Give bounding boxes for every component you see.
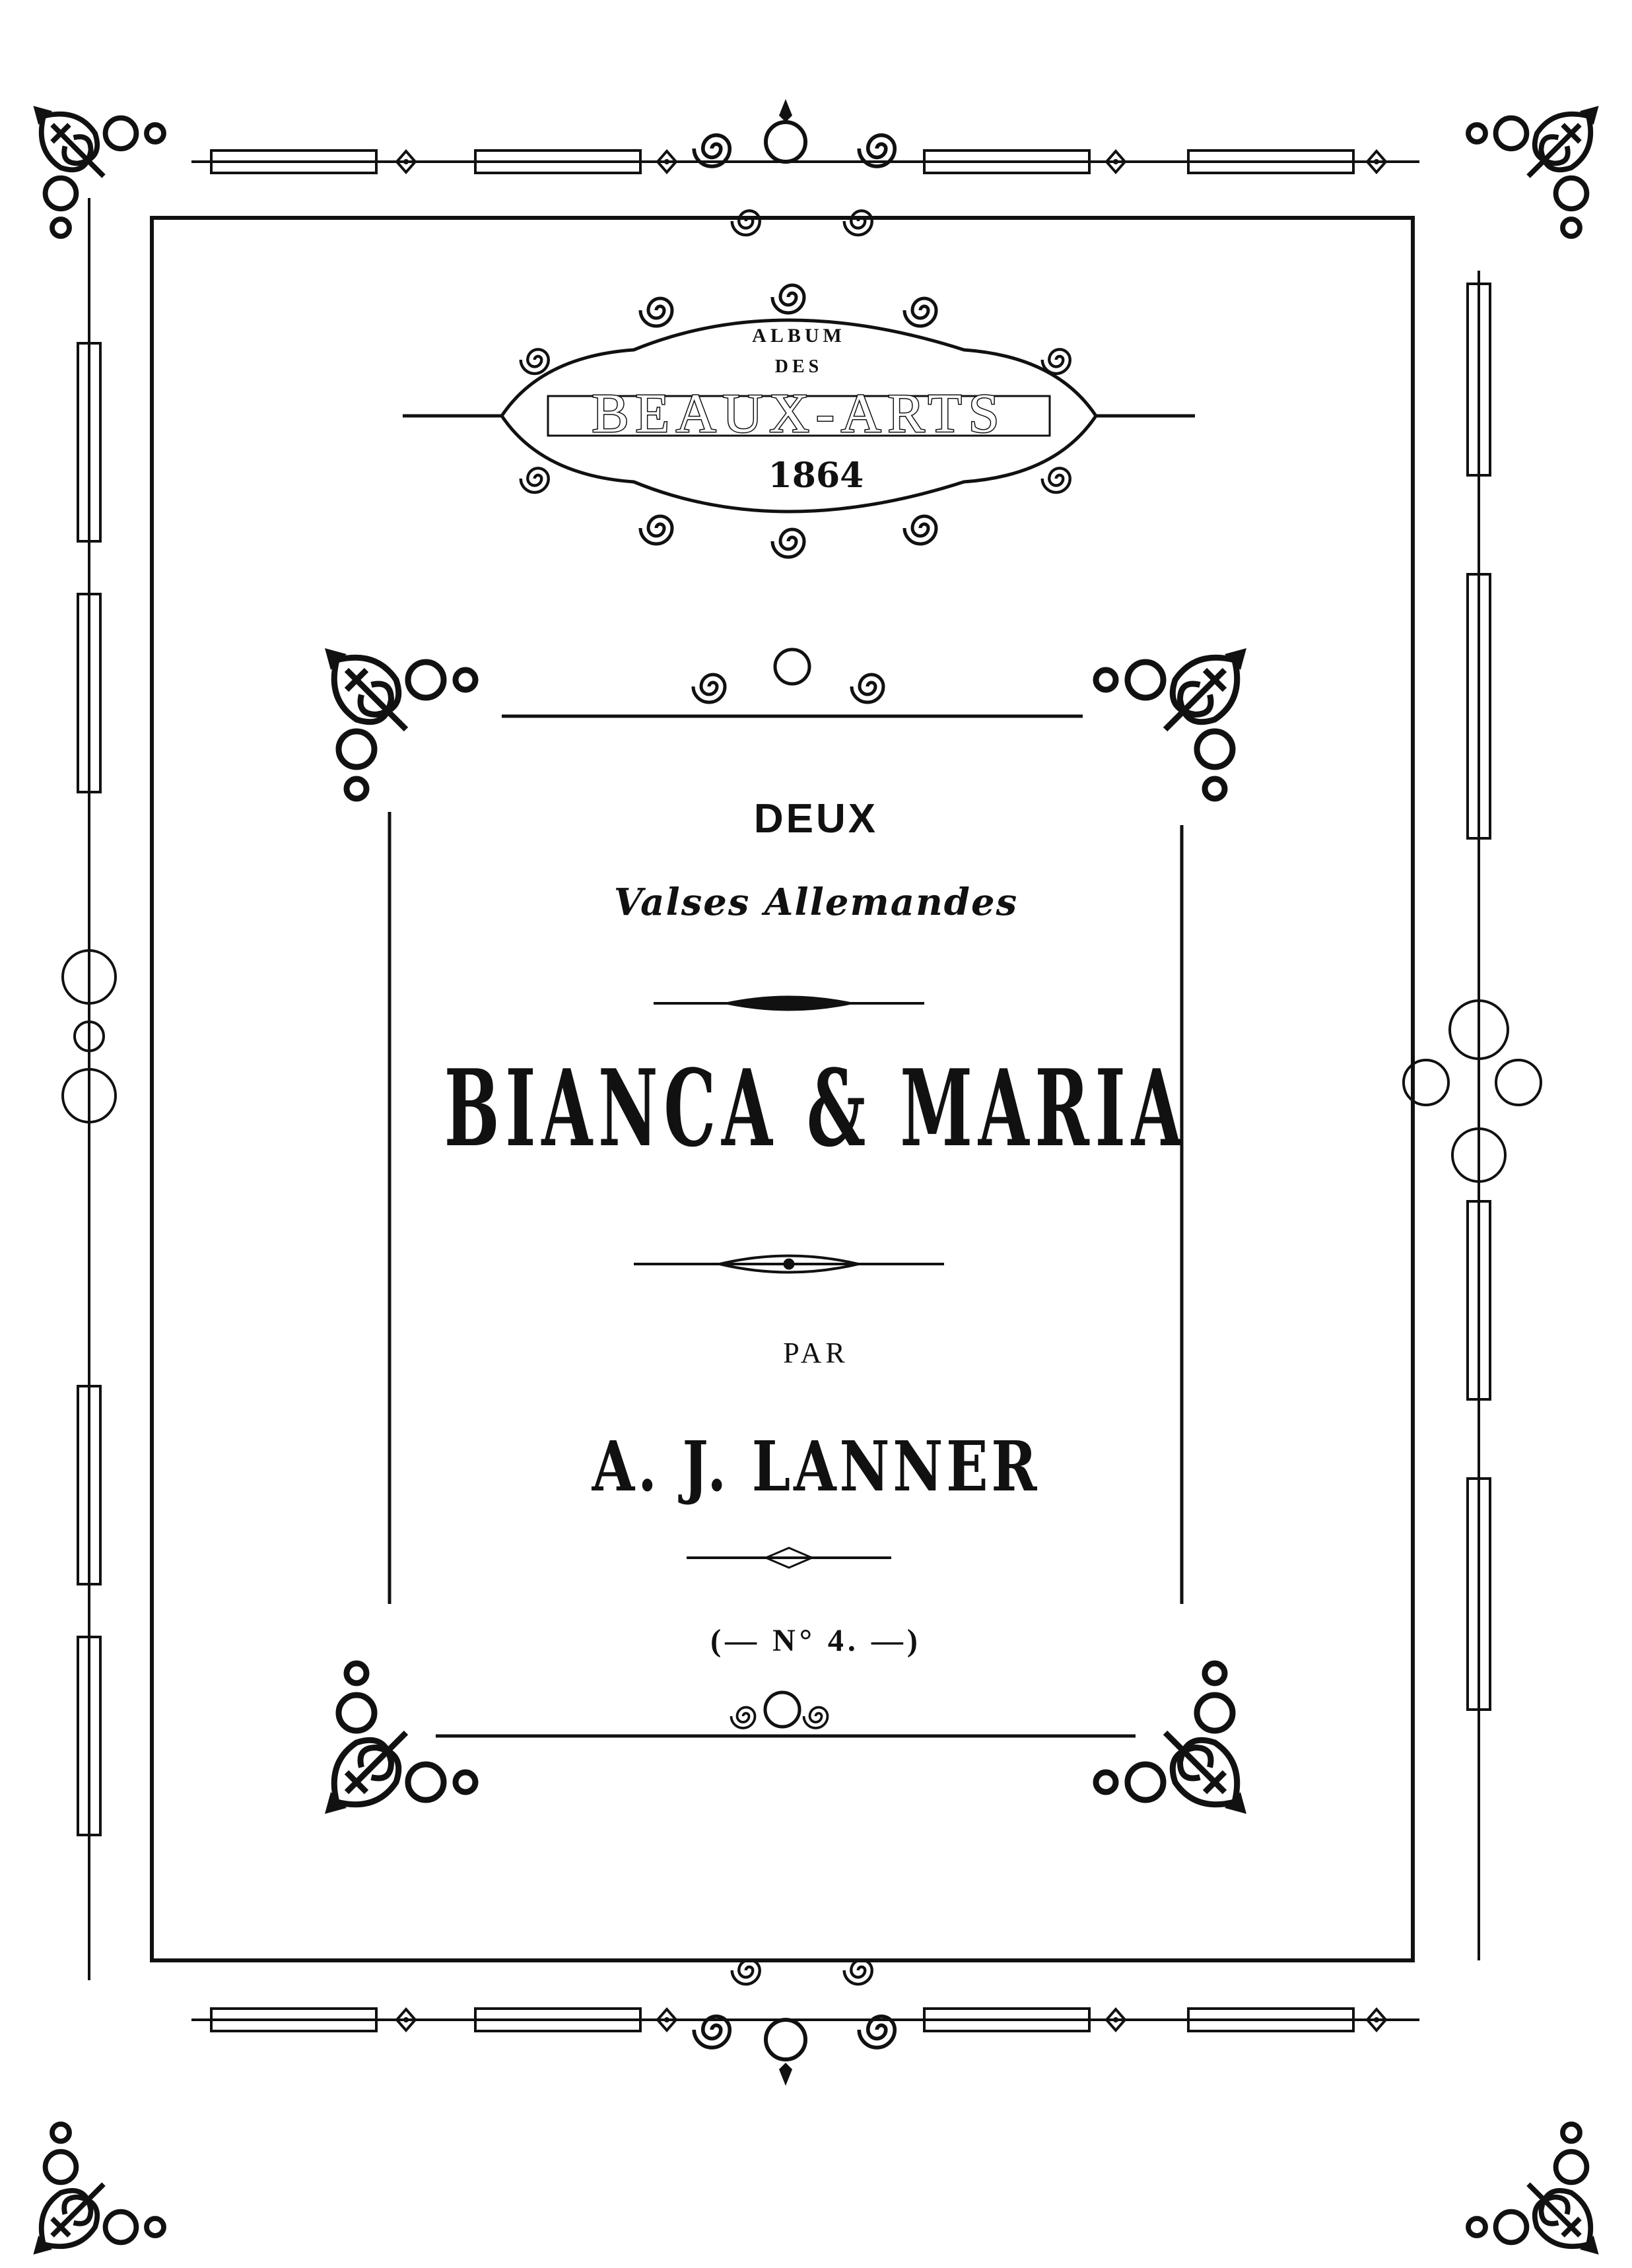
bottom-band-ornaments — [211, 1960, 1386, 2086]
divider-1 — [654, 997, 924, 1010]
album-year: 1864 — [768, 455, 864, 496]
opus-number: (— N° 4. —) — [710, 1623, 922, 1658]
album-name: BEAUX-ARTS — [592, 383, 1006, 444]
album-des-label: DES — [774, 356, 823, 377]
inner-frame-bottom-ornament — [731, 1692, 828, 1728]
par-label: PAR — [783, 1337, 849, 1369]
album-label: ALBUM — [752, 325, 846, 347]
composer-name: A. J. LANNER — [592, 1426, 1040, 1507]
subtitle: Valses Allemandes — [613, 881, 1019, 924]
inner-frame-top-ornament — [693, 650, 883, 702]
main-title: BIANCA & MARIA — [444, 1046, 1188, 1170]
top-band-ornaments — [211, 99, 1386, 235]
divider-2 — [634, 1256, 944, 1273]
divider-3 — [687, 1548, 891, 1568]
deux-heading: DEUX — [753, 796, 879, 842]
inner-frame — [390, 716, 1182, 1736]
